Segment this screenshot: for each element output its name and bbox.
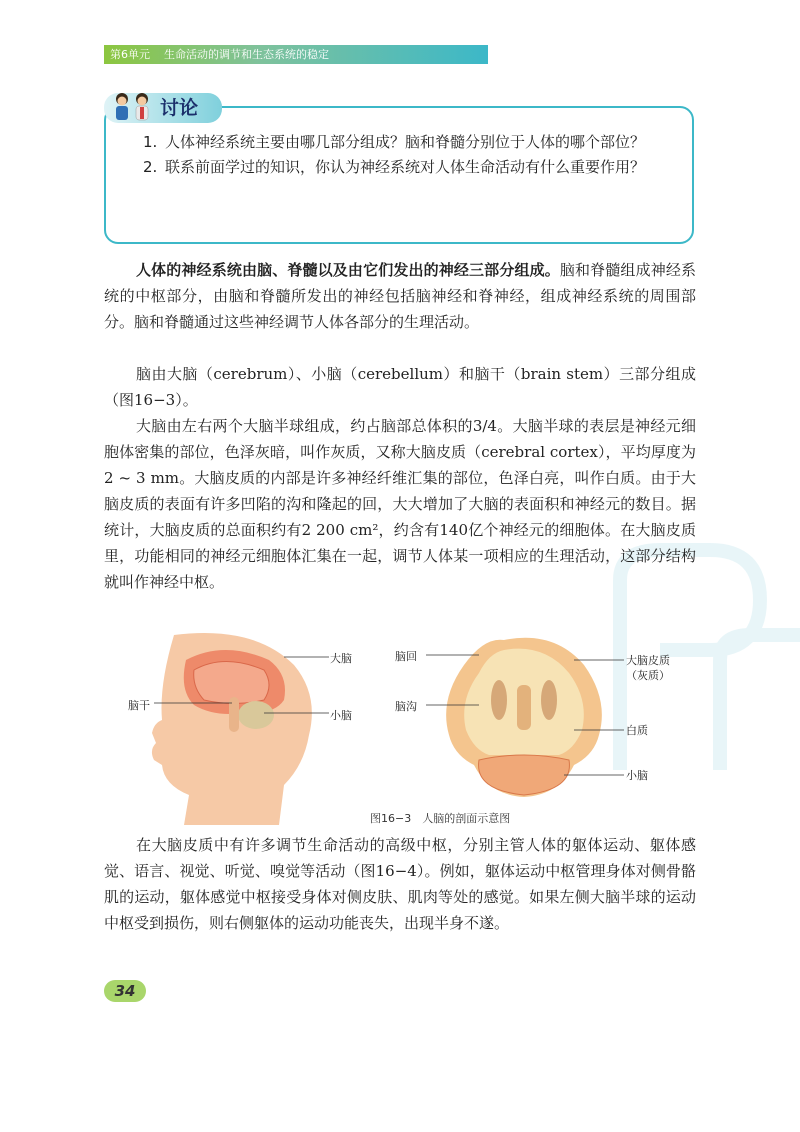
- paragraph-higher-centers: [104, 832, 696, 936]
- label-white-matter: 白质: [626, 724, 648, 737]
- label-cerebellum-left: 小脑: [330, 709, 352, 722]
- paragraph-text: 脑由大脑（cerebrum）、小脑（cerebellum）和脑干（brain stem）三部分组成（图16−3）。: [104, 365, 696, 409]
- paragraph-text: 大脑由左右两个大脑半球组成，约占脑部总体积的3/4。大脑半球的表层是神经元细胞体密集的部位，色泽灰暗，叫作灰质，又称大脑皮质（cerebral cortex），平均厚度为2 ~ 3 mm。大脑皮质的内部是许多神经纤维汇集的部位，色泽白亮，叫作白质。由于大脑皮质的表面有许多凹陷的沟和隆起的回，大大增加了大脑的表面积和神经元的数目。据统计，大脑皮质的总面积约有2 200 cm²，约含有140亿个神经元的细胞体。在大脑皮质里，功能相同的神经元细胞体汇集在一起，调节人体某一项相应的生理活动，这部分结构就叫作神经中枢。: [104, 417, 696, 591]
- question-item: [143, 130, 683, 155]
- label-cortex-sub: （灰质）: [626, 669, 670, 682]
- page-number: 34: [114, 982, 136, 1000]
- label-cerebellum-right: 小脑: [626, 769, 648, 782]
- chapter-header: [110, 46, 329, 63]
- label-gyrus: 脑回: [395, 650, 417, 663]
- question-item: [143, 155, 683, 180]
- label-sulcus: 脑沟: [395, 700, 417, 713]
- question-text: 人体神经系统主要由哪几部分组成？脑和脊髓分别位于人体的哪个部位？: [165, 133, 646, 151]
- question-text: 联系前面学过的知识，你认为神经系统对人体生命活动有什么重要作用？: [165, 158, 646, 176]
- unit-title: 生命活动的调节和生态系统的稳定: [164, 48, 329, 61]
- discussion-questions: [143, 130, 683, 180]
- head-profile-illustration: [152, 633, 312, 825]
- unit-label: 第6单元: [110, 48, 150, 61]
- coronal-section-illustration: [446, 638, 602, 797]
- label-cerebrum: 大脑: [330, 652, 352, 665]
- label-cortex: 大脑皮质: [626, 654, 670, 667]
- paragraph-cerebrum: [104, 413, 696, 595]
- figure-caption: 图16−3 人脑的剖面示意图: [370, 812, 511, 825]
- lead-sentence: 人体的神经系统由脑、脊髓以及由它们发出的神经三部分组成。: [136, 261, 560, 279]
- paragraph-brain-parts: [104, 361, 696, 413]
- paragraph-text: 在大脑皮质中有许多调节生命活动的高级中枢，分别主管人体的躯体运动、躯体感觉、语言、视觉、听觉、嗅觉等活动（图16−4）。例如，躯体运动中枢管理身体对侧骨骼肌的运动，躯体感觉中枢接受身体对侧皮肤、肌肉等处的感觉。如果左侧大脑半球的运动中枢受到损伤，则右侧躯体的运动功能丧失，出现半身不遂。: [104, 836, 696, 932]
- question-number: 1.: [143, 133, 158, 151]
- paragraph-text: 脑和脊髓组成神经系统的中枢部分，由脑和脊髓所发出的神经包括脑神经和脊神经，组成神经系统的周围部分。脑和脊髓通过这些神经调节人体各部分的生理活动。: [104, 261, 696, 331]
- discussion-title: 讨论: [160, 97, 199, 119]
- label-brainstem: 脑干: [128, 699, 150, 712]
- students-icon: [110, 90, 158, 124]
- question-number: 2.: [143, 158, 158, 176]
- paragraph-nervous-system: [104, 257, 696, 335]
